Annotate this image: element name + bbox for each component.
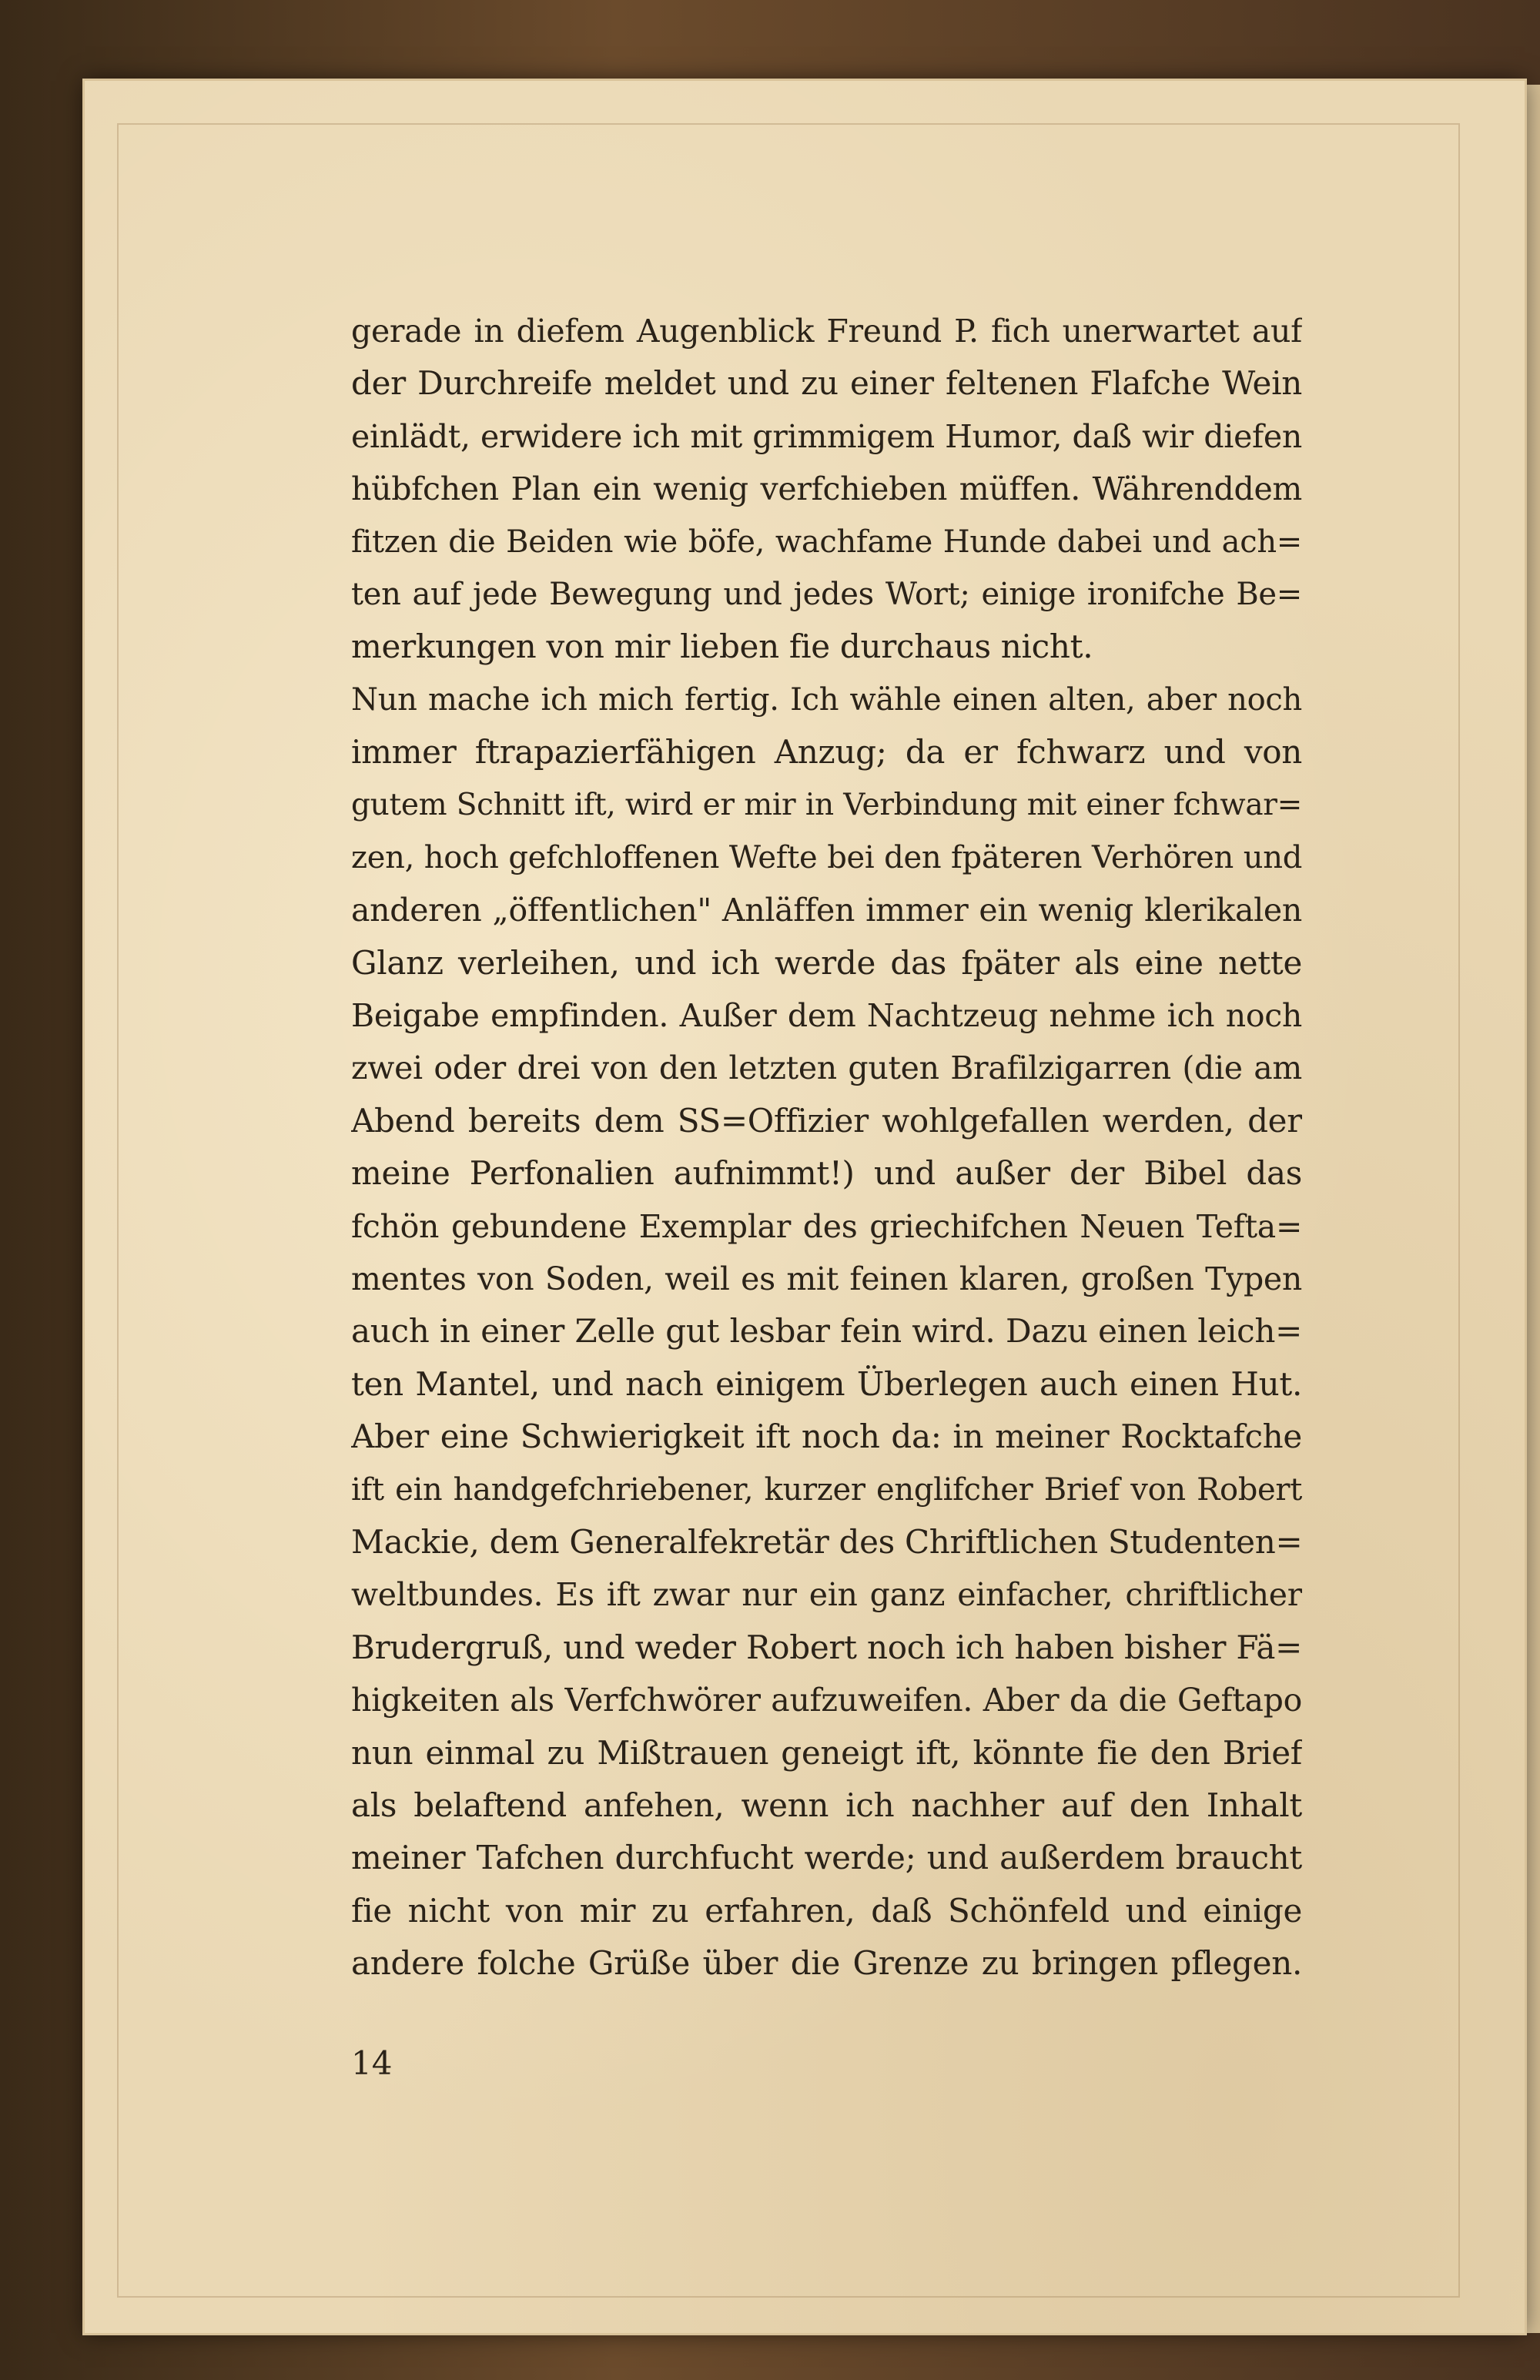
text-line: Brudergruß, und weder Robert noch ich haben bisher Fä= [351,1628,1302,1666]
text-line: Nun mache ich mich fertig. Ich wähle einen alten, aber noch [351,681,1302,718]
text-line: Aber eine Schwierigkeit ift noch da: in meiner Rocktafche [351,1418,1302,1456]
text-line: der Durchreife meldet und zu einer feltenen Flafche Wein [351,364,1302,403]
text-line: hübfchen Plan ein wenig verfchieben müffen. Währenddem [351,470,1302,508]
text-line: Abend bereits dem SS=Offizier wohlgefallen werden, der [351,1101,1302,1140]
text-line: meine Perfonalien aufnimmt!) und außer der Bibel das [351,1154,1302,1193]
text-line: higkeiten als Verfchwörer aufzuweifen. Aber da die Geftapo [351,1682,1302,1719]
text-line: auch in einer Zelle gut lesbar fein wird. Dazu einen leich= [351,1312,1302,1351]
text-line: zen, hoch gefchloffenen Wefte bei den fpäteren Verhören und [351,839,1302,875]
text-line: meiner Tafchen durchfucht werde; und außerdem braucht [351,1839,1302,1877]
text-line: gutem Schnitt ift, wird er mir in Verbindung mit einer fchwar= [351,787,1302,822]
text-line: weltbundes. Es ift zwar nur ein ganz einfacher, chriftlicher [351,1576,1302,1614]
text-line: nun einmal zu Mißtrauen geneigt ift, könnte fie den Brief [351,1733,1302,1772]
text-line: merkungen von mir lieben fie durchaus nicht. [351,628,1093,666]
text-line: andere folche Grüße über die Grenze zu bringen pflegen. [351,1944,1302,1983]
text-line: Glanz verleihen, und ich werde das fpäter als eine nette [351,943,1302,982]
text-line: als belaftend anfehen, wenn ich nachher auf den Inhalt [351,1786,1302,1824]
text-line: ten Mantel, und nach einigem Überlegen auch einen Hut. [351,1364,1302,1403]
page-number: 14 [351,2044,393,2082]
text-line: gerade in diefem Augenblick Freund P. fich unerwartet auf [351,313,1302,350]
text-line: Mackie, dem Generalfekretär des Chriftlichen Studenten= [351,1522,1302,1561]
text-line: fitzen die Beiden wie böfe, wachfame Hunde dabei und ach= [351,524,1302,560]
text-line: zwei oder drei von den letzten guten Brafilzigarren (die am [351,1049,1302,1087]
text-line: ten auf jede Bewegung und jedes Wort; einige ironifche Be= [351,576,1302,612]
text-line: anderen „öffentlichen" Anläffen immer ein wenig klerikalen [351,892,1302,929]
text-line: einlädt, erwidere ich mit grimmigem Humor, daß wir diefen [351,417,1302,455]
text-line: ift ein handgefchriebener, kurzer englifcher Brief von Robert [351,1471,1302,1508]
text-line: fchön gebundene Exemplar des griechifchen Neuen Tefta= [351,1207,1302,1245]
text-line: Beigabe empfinden. Außer dem Nachtzeug nehme ich noch [351,997,1302,1035]
text-line: fie nicht von mir zu erfahren, daß Schönfeld und einige [351,1891,1302,1930]
text-line: mentes von Soden, weil es mit feinen klaren, großen Typen [351,1260,1302,1298]
body-text [351,305,1302,1990]
text-line: immer ftrapazierfähigen Anzug; da er fchwarz und von [351,733,1302,772]
